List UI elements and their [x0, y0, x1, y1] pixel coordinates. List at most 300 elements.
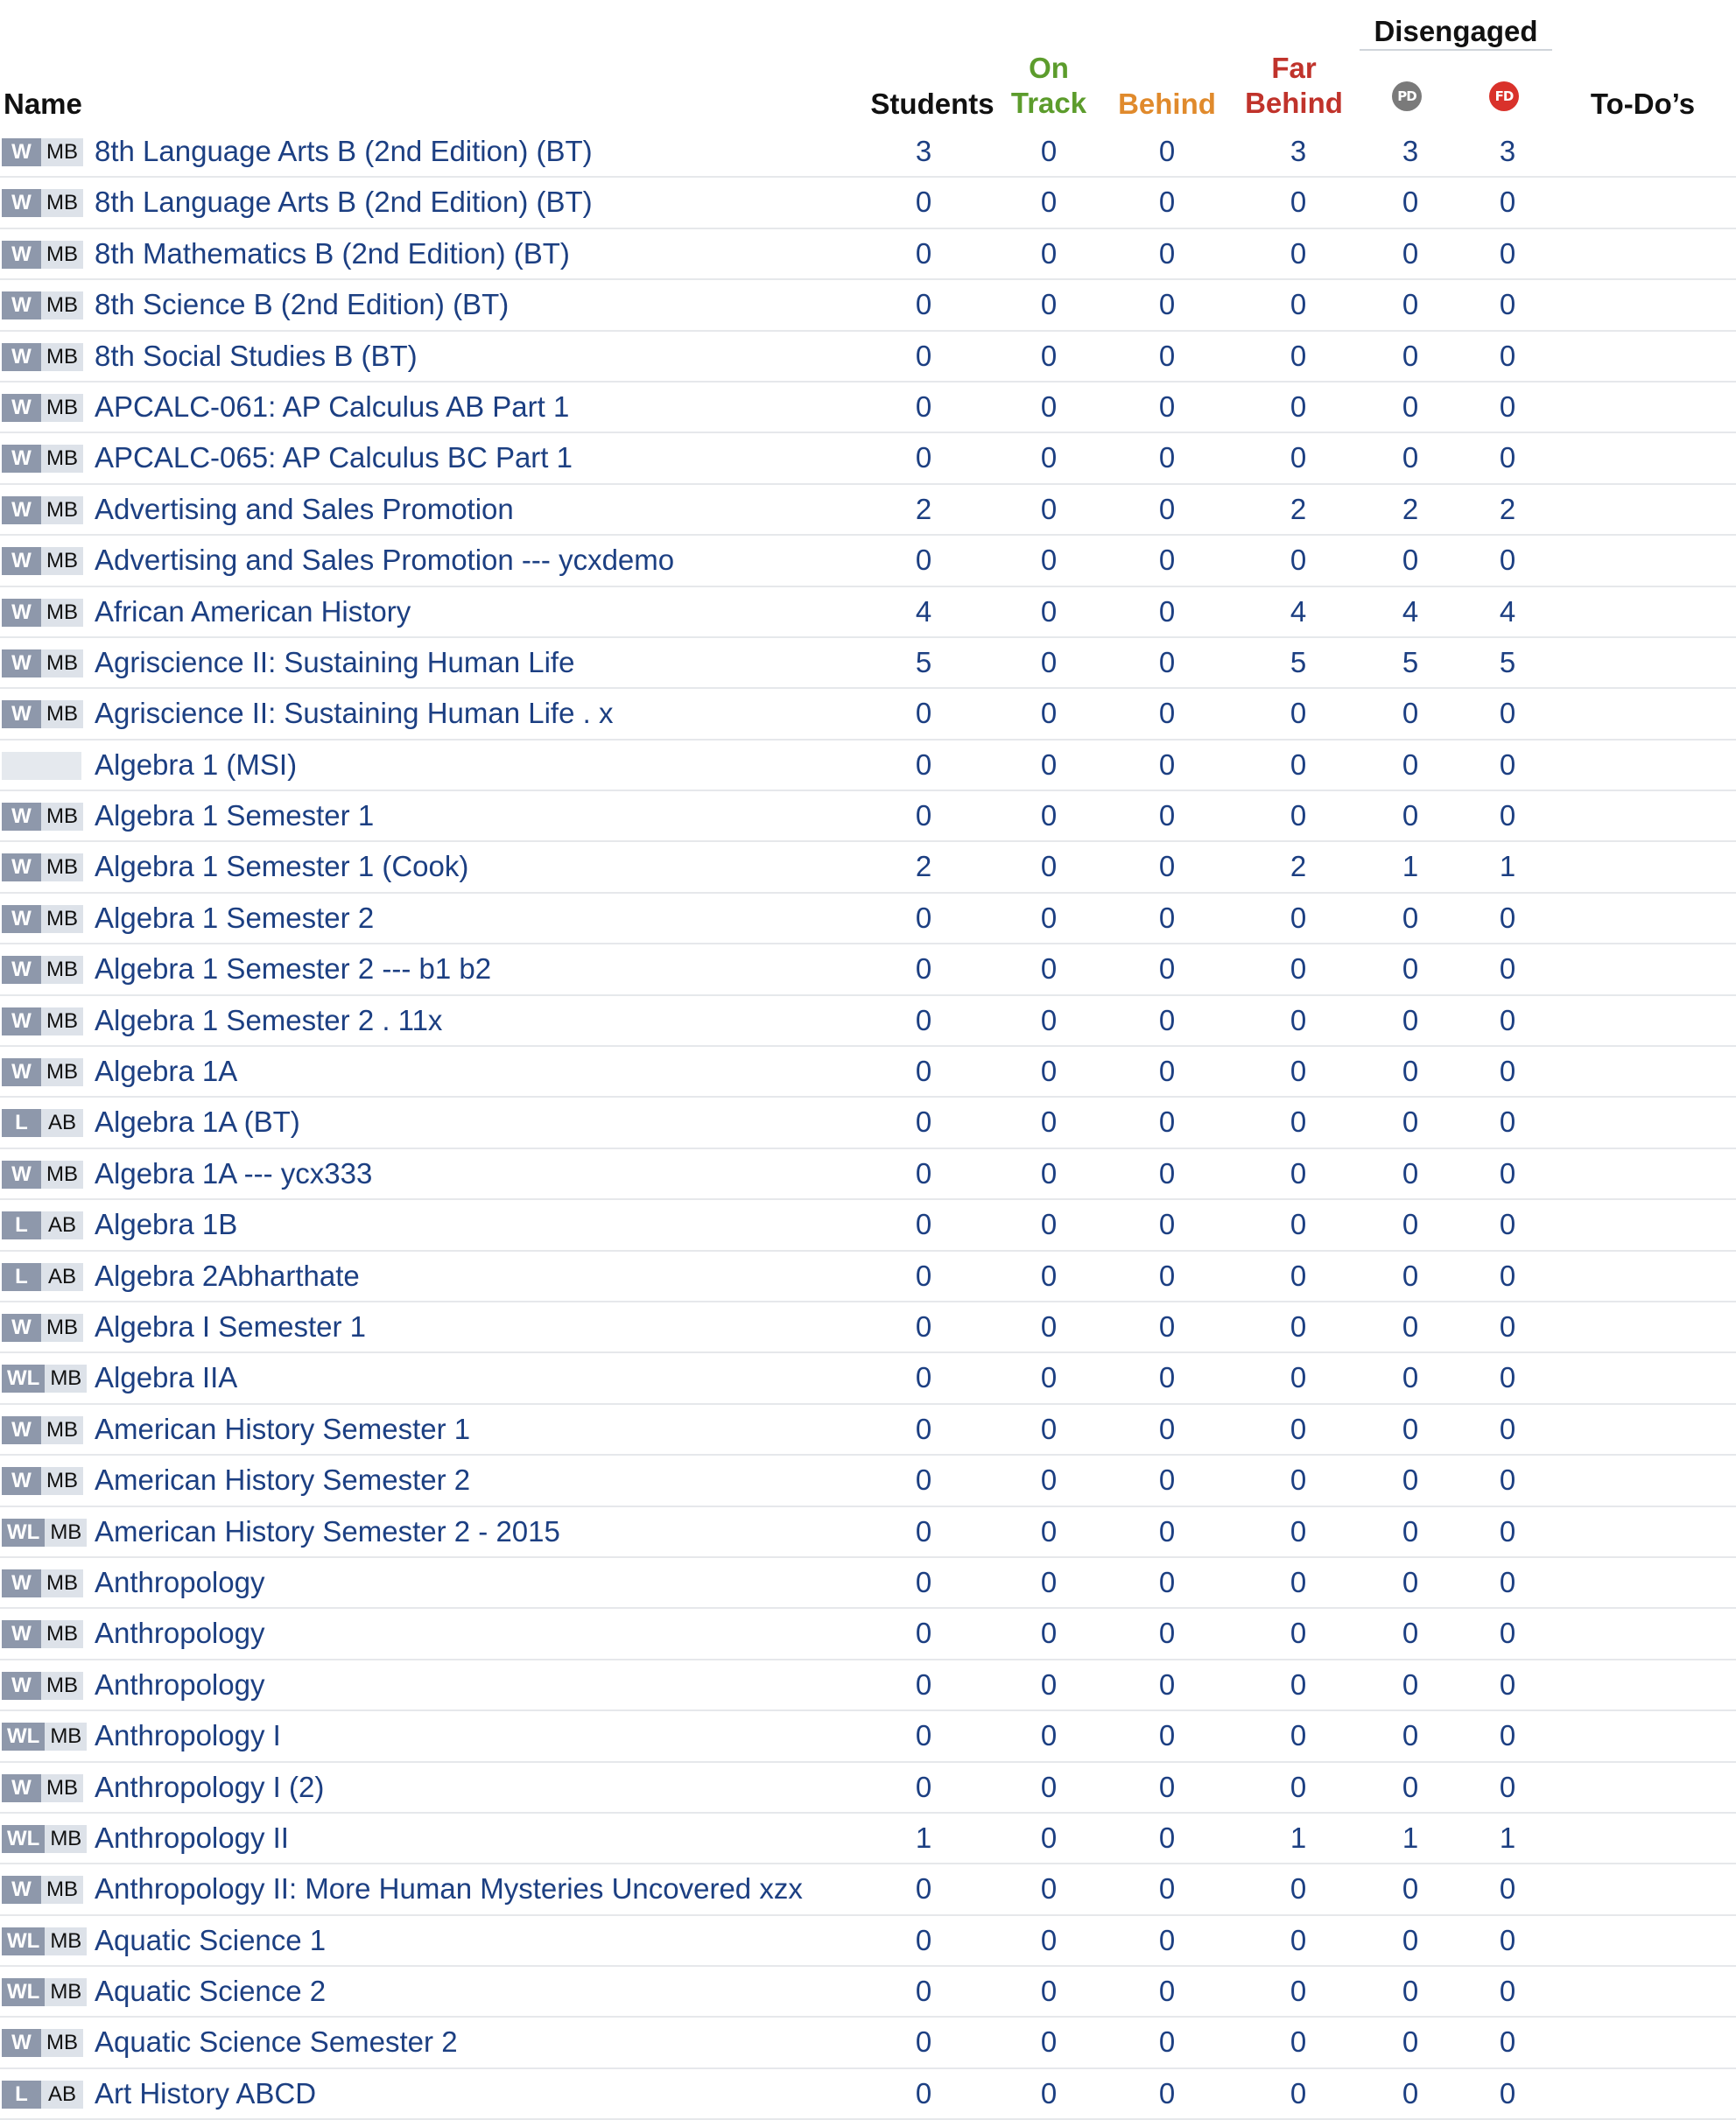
course-name-link[interactable]: Advertising and Sales Promotion --- ycxdemo	[95, 544, 675, 577]
fd-count[interactable]: 0	[1499, 748, 1516, 781]
far-behind-count[interactable]: 0	[1290, 390, 1307, 423]
pd-count[interactable]: 0	[1402, 339, 1419, 372]
on-track-count[interactable]: 0	[1040, 1821, 1058, 1854]
far-behind-count[interactable]: 0	[1290, 1975, 1307, 2008]
behind-count[interactable]: 0	[1158, 1565, 1176, 1598]
fd-count[interactable]: 0	[1499, 1617, 1516, 1650]
course-name-link[interactable]: American History Semester 2	[95, 1464, 471, 1497]
badge-right: MB	[41, 291, 83, 319]
students-count[interactable]: 0	[915, 339, 932, 372]
far-behind-count[interactable]: 0	[1290, 1565, 1307, 1598]
pd-count[interactable]: 0	[1402, 1514, 1419, 1548]
fd-count[interactable]: 0	[1499, 390, 1516, 423]
table-row	[0, 791, 1736, 842]
students-count[interactable]: 0	[915, 1617, 932, 1650]
course-name-link[interactable]: Algebra 1 Semester 2 --- b1 b2	[95, 952, 492, 986]
on-track-count[interactable]: 0	[1040, 1156, 1058, 1190]
pd-count[interactable]: 0	[1402, 544, 1419, 577]
badge-right: MB	[41, 1467, 83, 1495]
behind-count[interactable]: 0	[1158, 492, 1176, 525]
far-behind-count[interactable]: 0	[1290, 186, 1307, 219]
far-behind-count[interactable]: 0	[1290, 2076, 1307, 2109]
header-todos[interactable]: To-Do’s	[1590, 88, 1696, 120]
course-name-link[interactable]: Algebra 1 Semester 2 . 11x	[95, 1003, 443, 1036]
students-count[interactable]: 1	[915, 1821, 932, 1854]
on-track-count[interactable]: 0	[1040, 850, 1058, 883]
far-behind-count[interactable]: 0	[1290, 441, 1307, 474]
on-track-count[interactable]: 0	[1040, 1106, 1058, 1139]
header-name[interactable]: Name	[4, 88, 82, 120]
far-behind-count[interactable]: 0	[1290, 748, 1307, 781]
fd-count[interactable]: 0	[1499, 2025, 1516, 2059]
far-behind-count[interactable]: 0	[1290, 1106, 1307, 1139]
behind-count[interactable]: 0	[1158, 1667, 1176, 1701]
pd-count[interactable]: 1	[1402, 850, 1419, 883]
course-type-badge	[2, 1058, 83, 1086]
course-name-link[interactable]: Anthropology I	[95, 1719, 281, 1752]
far-behind-count[interactable]: 4	[1290, 594, 1307, 628]
on-track-count[interactable]: 0	[1040, 1208, 1058, 1241]
course-name-link[interactable]: African American History	[95, 594, 411, 628]
on-track-count[interactable]: 0	[1040, 1361, 1058, 1394]
far-behind-count[interactable]: 0	[1290, 1156, 1307, 1190]
course-type-badge	[2, 1978, 87, 2006]
fd-count[interactable]: 0	[1499, 1770, 1516, 1803]
far-behind-count[interactable]: 0	[1290, 236, 1307, 270]
on-track-count[interactable]: 0	[1040, 1923, 1058, 1956]
behind-count[interactable]: 0	[1158, 594, 1176, 628]
fd-count[interactable]: 0	[1499, 339, 1516, 372]
on-track-count[interactable]: 0	[1040, 1770, 1058, 1803]
fd-count[interactable]: 0	[1499, 1106, 1516, 1139]
students-count[interactable]: 0	[915, 952, 932, 986]
course-name-link[interactable]: Anthropology II	[95, 1821, 289, 1854]
far-behind-count[interactable]: 0	[1290, 2025, 1307, 2059]
course-name-link[interactable]: Algebra IIA	[95, 1361, 238, 1394]
behind-count[interactable]: 0	[1158, 697, 1176, 730]
on-track-count[interactable]: 0	[1040, 748, 1058, 781]
students-count[interactable]: 0	[915, 1667, 932, 1701]
on-track-count[interactable]: 0	[1040, 236, 1058, 270]
pd-count[interactable]: 0	[1402, 186, 1419, 219]
fd-count[interactable]: 0	[1499, 2076, 1516, 2109]
far-behind-count[interactable]: 0	[1290, 1361, 1307, 1394]
badge-right: MB	[41, 547, 83, 575]
students-count[interactable]: 0	[915, 1361, 932, 1394]
on-track-count[interactable]: 0	[1040, 594, 1058, 628]
pd-count[interactable]: 0	[1402, 1719, 1419, 1752]
behind-count[interactable]: 0	[1158, 1821, 1176, 1854]
behind-count[interactable]: 0	[1158, 1055, 1176, 1088]
fd-count[interactable]: 0	[1499, 1412, 1516, 1445]
course-name-link[interactable]: Advertising and Sales Promotion	[95, 492, 514, 525]
students-count[interactable]: 4	[915, 594, 932, 628]
far-behind-count[interactable]: 3	[1290, 135, 1307, 167]
fd-count[interactable]: 0	[1499, 1719, 1516, 1752]
pd-count[interactable]: 3	[1402, 135, 1419, 167]
fd-count[interactable]: 0	[1499, 1923, 1516, 1956]
far-behind-count[interactable]: 0	[1290, 1923, 1307, 1956]
pd-count[interactable]: 0	[1402, 1667, 1419, 1701]
fd-count[interactable]: 0	[1499, 1156, 1516, 1190]
students-count[interactable]: 0	[915, 1719, 932, 1752]
far-behind-count[interactable]: 0	[1290, 1208, 1307, 1241]
pd-count[interactable]: 5	[1402, 645, 1419, 678]
course-name-link[interactable]: Algebra 1 Semester 2	[95, 901, 375, 934]
students-count[interactable]: 0	[915, 441, 932, 474]
course-type-badge	[2, 1007, 83, 1035]
far-behind-count[interactable]: 0	[1290, 339, 1307, 372]
pd-count[interactable]: 0	[1402, 441, 1419, 474]
on-track-count[interactable]: 0	[1040, 645, 1058, 678]
behind-count[interactable]: 0	[1158, 288, 1176, 321]
fd-count[interactable]: 0	[1499, 1055, 1516, 1088]
students-count[interactable]: 0	[915, 2025, 932, 2059]
behind-count[interactable]: 0	[1158, 1412, 1176, 1445]
far-behind-count[interactable]: 0	[1290, 288, 1307, 321]
behind-count[interactable]: 0	[1158, 952, 1176, 986]
far-behind-count[interactable]: 0	[1290, 952, 1307, 986]
on-track-count[interactable]: 0	[1040, 1719, 1058, 1752]
on-track-count[interactable]: 0	[1040, 1412, 1058, 1445]
course-name-link[interactable]: Anthropology	[95, 1667, 265, 1701]
students-count[interactable]: 2	[915, 850, 932, 883]
behind-count[interactable]: 0	[1158, 236, 1176, 270]
fd-count[interactable]: 0	[1499, 799, 1516, 832]
on-track-count[interactable]: 0	[1040, 952, 1058, 986]
badge-left: W	[2, 241, 41, 269]
behind-count[interactable]: 0	[1158, 1208, 1176, 1241]
behind-count[interactable]: 0	[1158, 1003, 1176, 1036]
fd-count[interactable]: 0	[1499, 952, 1516, 986]
pd-icon[interactable]: PD	[1392, 81, 1422, 111]
fd-count[interactable]: 0	[1499, 186, 1516, 219]
course-name-link[interactable]: Agriscience II: Sustaining Human Life . x	[95, 697, 614, 730]
behind-count[interactable]: 0	[1158, 2025, 1176, 2059]
students-count[interactable]: 0	[915, 1514, 932, 1548]
behind-count[interactable]: 0	[1158, 186, 1176, 219]
pd-count[interactable]: 0	[1402, 1259, 1419, 1292]
on-track-count[interactable]: 0	[1040, 441, 1058, 474]
course-name-link[interactable]: American History Semester 2 - 2015	[95, 1514, 560, 1548]
pd-count[interactable]: 0	[1402, 288, 1419, 321]
course-name-link[interactable]: 8th Social Studies B (BT)	[95, 339, 418, 372]
course-name-link[interactable]: Algebra 1 Semester 1 (Cook)	[95, 850, 469, 883]
course-name-link[interactable]: Algebra I Semester 1	[95, 1309, 366, 1343]
fd-count[interactable]: 0	[1499, 697, 1516, 730]
behind-count[interactable]: 0	[1158, 1872, 1176, 1906]
behind-count[interactable]: 0	[1158, 135, 1176, 167]
fd-count[interactable]: 0	[1499, 1259, 1516, 1292]
students-count[interactable]: 0	[915, 799, 932, 832]
course-name-link[interactable]: 8th Science B (2nd Edition) (BT)	[95, 288, 510, 321]
pd-count[interactable]: 0	[1402, 1565, 1419, 1598]
on-track-count[interactable]: 0	[1040, 544, 1058, 577]
course-type-badge	[2, 1263, 83, 1291]
course-name-link[interactable]: 8th Language Arts B (2nd Edition) (BT)	[95, 135, 593, 167]
students-count[interactable]: 0	[915, 1208, 932, 1241]
course-name-link[interactable]: Algebra 1A (BT)	[95, 1106, 300, 1139]
on-track-count[interactable]: 0	[1040, 1514, 1058, 1548]
pd-count[interactable]: 1	[1402, 1821, 1419, 1854]
students-count[interactable]: 0	[915, 1565, 932, 1598]
course-name-link[interactable]: Aquatic Science 2	[95, 1975, 327, 2008]
course-name-link[interactable]: Algebra 1 Semester 1	[95, 799, 375, 832]
on-track-count[interactable]: 0	[1040, 1309, 1058, 1343]
far-behind-count[interactable]: 0	[1290, 1667, 1307, 1701]
behind-count[interactable]: 0	[1158, 799, 1176, 832]
pd-count[interactable]: 0	[1402, 2076, 1419, 2109]
students-count[interactable]: 0	[915, 186, 932, 219]
behind-count[interactable]: 0	[1158, 1156, 1176, 1190]
pd-count[interactable]: 0	[1402, 1361, 1419, 1394]
pd-count[interactable]: 0	[1402, 901, 1419, 934]
course-name-link[interactable]: Aquatic Science 1	[95, 1923, 327, 1956]
far-behind-count[interactable]: 0	[1290, 901, 1307, 934]
fd-count[interactable]: 1	[1499, 1821, 1516, 1854]
course-name-link[interactable]: Algebra 1 (MSI)	[95, 748, 298, 781]
fd-count[interactable]: 4	[1499, 594, 1516, 628]
course-name-link[interactable]: Algebra 2Abharthate	[95, 1259, 360, 1292]
pd-count[interactable]: 0	[1402, 952, 1419, 986]
pd-count[interactable]: 0	[1402, 1156, 1419, 1190]
course-type-badge	[2, 291, 83, 319]
on-track-count[interactable]: 0	[1040, 2076, 1058, 2109]
course-name-link[interactable]: Anthropology	[95, 1565, 265, 1598]
fd-icon[interactable]: FD	[1489, 81, 1519, 111]
far-behind-count[interactable]: 0	[1290, 1412, 1307, 1445]
course-name-link[interactable]: Agriscience II: Sustaining Human Life	[95, 645, 575, 678]
behind-count[interactable]: 0	[1158, 1106, 1176, 1139]
pd-count[interactable]: 0	[1402, 1464, 1419, 1497]
far-behind-count[interactable]: 0	[1290, 1514, 1307, 1548]
table-row	[0, 383, 1736, 433]
on-track-count[interactable]: 0	[1040, 799, 1058, 832]
course-name-link[interactable]: Anthropology	[95, 1617, 265, 1650]
course-name-link[interactable]: 8th Language Arts B (2nd Edition) (BT)	[95, 186, 593, 219]
behind-count[interactable]: 0	[1158, 1770, 1176, 1803]
far-behind-count[interactable]: 0	[1290, 1770, 1307, 1803]
behind-count[interactable]: 0	[1158, 748, 1176, 781]
behind-count[interactable]: 0	[1158, 1923, 1176, 1956]
students-count[interactable]: 0	[915, 1055, 932, 1088]
students-count[interactable]: 0	[915, 1975, 932, 2008]
behind-count[interactable]: 0	[1158, 2076, 1176, 2109]
fd-count[interactable]: 0	[1499, 1514, 1516, 1548]
table-header	[0, 0, 1736, 131]
fd-count[interactable]: 0	[1499, 901, 1516, 934]
fd-count[interactable]: 0	[1499, 1361, 1516, 1394]
on-track-count[interactable]: 0	[1040, 288, 1058, 321]
pd-count[interactable]: 0	[1402, 390, 1419, 423]
behind-count[interactable]: 0	[1158, 1514, 1176, 1548]
far-behind-count[interactable]: 0	[1290, 544, 1307, 577]
fd-count[interactable]: 0	[1499, 1565, 1516, 1598]
pd-count[interactable]: 0	[1402, 1412, 1419, 1445]
course-name-link[interactable]: Algebra 1B	[95, 1208, 238, 1241]
on-track-count[interactable]: 0	[1040, 697, 1058, 730]
course-name-link[interactable]: Art History ABCD	[95, 2076, 317, 2109]
behind-count[interactable]: 0	[1158, 1464, 1176, 1497]
students-count[interactable]: 0	[915, 1309, 932, 1343]
far-behind-count[interactable]: 0	[1290, 799, 1307, 832]
students-count[interactable]: 0	[915, 236, 932, 270]
students-count[interactable]: 0	[915, 1003, 932, 1036]
far-behind-count[interactable]: 0	[1290, 1055, 1307, 1088]
pd-count[interactable]: 0	[1402, 1923, 1419, 1956]
on-track-count[interactable]: 0	[1040, 1464, 1058, 1497]
far-behind-count[interactable]: 0	[1290, 1872, 1307, 1906]
fd-count[interactable]: 0	[1499, 1464, 1516, 1497]
table-row	[0, 1814, 1736, 1864]
pd-count[interactable]: 0	[1402, 2025, 1419, 2059]
course-name-link[interactable]: APCALC-065: AP Calculus BC Part 1	[95, 441, 573, 474]
students-count[interactable]: 0	[915, 1872, 932, 1906]
on-track-count[interactable]: 0	[1040, 1259, 1058, 1292]
pd-count[interactable]: 0	[1402, 1208, 1419, 1241]
behind-count[interactable]: 0	[1158, 901, 1176, 934]
fd-count[interactable]: 1	[1499, 850, 1516, 883]
on-track-count[interactable]: 0	[1040, 1667, 1058, 1701]
students-count[interactable]: 0	[915, 544, 932, 577]
pd-count[interactable]: 0	[1402, 697, 1419, 730]
behind-count[interactable]: 0	[1158, 1309, 1176, 1343]
students-count[interactable]: 0	[915, 1156, 932, 1190]
far-behind-count[interactable]: 0	[1290, 1259, 1307, 1292]
students-count[interactable]: 5	[915, 645, 932, 678]
header-on-track[interactable]: On Track	[1010, 52, 1087, 119]
behind-count[interactable]: 0	[1158, 850, 1176, 883]
badge-right: MB	[41, 1876, 83, 1904]
pd-count[interactable]: 0	[1402, 1106, 1419, 1139]
on-track-count[interactable]: 0	[1040, 186, 1058, 219]
fd-count[interactable]: 0	[1499, 1872, 1516, 1906]
pd-count[interactable]: 0	[1402, 1309, 1419, 1343]
on-track-count[interactable]: 0	[1040, 1003, 1058, 1036]
behind-count[interactable]: 0	[1158, 1617, 1176, 1650]
table-row	[0, 1302, 1736, 1353]
far-behind-count[interactable]: 5	[1290, 645, 1307, 678]
students-count[interactable]: 0	[915, 390, 932, 423]
pd-count[interactable]: 0	[1402, 1770, 1419, 1803]
students-count[interactable]: 0	[915, 2076, 932, 2109]
on-track-count[interactable]: 0	[1040, 2025, 1058, 2059]
behind-count[interactable]: 0	[1158, 1259, 1176, 1292]
course-name-link[interactable]: Algebra 1A --- ycx333	[95, 1156, 373, 1190]
pd-count[interactable]: 0	[1402, 1055, 1419, 1088]
students-count[interactable]: 0	[915, 697, 932, 730]
course-name-link[interactable]: Aquatic Science Semester 2	[95, 2025, 458, 2059]
fd-count[interactable]: 0	[1499, 1975, 1516, 2008]
fd-count[interactable]: 0	[1499, 1003, 1516, 1036]
on-track-count[interactable]: 0	[1040, 1975, 1058, 2008]
behind-count[interactable]: 0	[1158, 441, 1176, 474]
course-name-link[interactable]: Anthropology I (2)	[95, 1770, 325, 1803]
students-count[interactable]: 0	[915, 1106, 932, 1139]
on-track-count[interactable]: 0	[1040, 135, 1058, 167]
behind-count[interactable]: 0	[1158, 1719, 1176, 1752]
pd-count[interactable]: 4	[1402, 594, 1419, 628]
students-count[interactable]: 0	[915, 1412, 932, 1445]
far-behind-count[interactable]: 0	[1290, 697, 1307, 730]
pd-count[interactable]: 0	[1402, 748, 1419, 781]
fd-count[interactable]: 0	[1499, 1667, 1516, 1701]
behind-count[interactable]: 0	[1158, 1361, 1176, 1394]
on-track-count[interactable]: 0	[1040, 1055, 1058, 1088]
header-students[interactable]: Students	[870, 88, 995, 120]
far-behind-count[interactable]: 2	[1290, 492, 1307, 525]
fd-count[interactable]: 0	[1499, 288, 1516, 321]
on-track-count[interactable]: 0	[1040, 1872, 1058, 1906]
pd-count[interactable]: 0	[1402, 1003, 1419, 1036]
fd-count[interactable]: 0	[1499, 544, 1516, 577]
course-name-link[interactable]: American History Semester 1	[95, 1412, 471, 1445]
on-track-count[interactable]: 0	[1040, 901, 1058, 934]
header-behind[interactable]: Behind	[1118, 88, 1216, 120]
pd-count[interactable]: 0	[1402, 236, 1419, 270]
on-track-count[interactable]: 0	[1040, 339, 1058, 372]
course-name-link[interactable]: 8th Mathematics B (2nd Edition) (BT)	[95, 236, 570, 270]
course-name-link[interactable]: Anthropology II: More Human Mysteries Uncovered xzx	[95, 1872, 803, 1906]
course-name-link[interactable]: APCALC-061: AP Calculus AB Part 1	[95, 390, 570, 423]
far-behind-count[interactable]: 2	[1290, 850, 1307, 883]
on-track-count[interactable]: 0	[1040, 492, 1058, 525]
on-track-count[interactable]: 0	[1040, 390, 1058, 423]
pd-count[interactable]: 2	[1402, 492, 1419, 525]
fd-count[interactable]: 3	[1499, 135, 1516, 167]
fd-count[interactable]: 0	[1499, 441, 1516, 474]
behind-count[interactable]: 0	[1158, 645, 1176, 678]
on-track-count[interactable]: 0	[1040, 1617, 1058, 1650]
fd-count[interactable]: 0	[1499, 1208, 1516, 1241]
students-count[interactable]: 0	[915, 901, 932, 934]
students-count[interactable]: 0	[915, 1770, 932, 1803]
far-behind-count[interactable]: 0	[1290, 1719, 1307, 1752]
far-behind-count[interactable]: 0	[1290, 1617, 1307, 1650]
pd-count[interactable]: 0	[1402, 799, 1419, 832]
students-count[interactable]: 2	[915, 492, 932, 525]
behind-count[interactable]: 0	[1158, 390, 1176, 423]
pd-count[interactable]: 0	[1402, 1872, 1419, 1906]
pd-count[interactable]: 0	[1402, 1617, 1419, 1650]
fd-count[interactable]: 5	[1499, 645, 1516, 678]
behind-count[interactable]: 0	[1158, 1975, 1176, 2008]
course-name-link[interactable]: Algebra 1A	[95, 1055, 238, 1088]
table-row	[0, 1660, 1736, 1711]
course-type-badge	[2, 2081, 83, 2109]
behind-count[interactable]: 0	[1158, 544, 1176, 577]
behind-count[interactable]: 0	[1158, 339, 1176, 372]
far-behind-count[interactable]: 0	[1290, 1003, 1307, 1036]
fd-count[interactable]: 0	[1499, 236, 1516, 270]
course-type-badge	[2, 1365, 87, 1393]
fd-count[interactable]: 0	[1499, 1309, 1516, 1343]
far-behind-count[interactable]: 0	[1290, 1309, 1307, 1343]
on-track-count[interactable]: 0	[1040, 1565, 1058, 1598]
students-count[interactable]: 0	[915, 1259, 932, 1292]
students-count[interactable]: 0	[915, 1923, 932, 1956]
header-far-behind[interactable]: Far Behind	[1245, 52, 1343, 119]
far-behind-count[interactable]: 1	[1290, 1821, 1307, 1854]
far-behind-count[interactable]: 0	[1290, 1464, 1307, 1497]
students-count[interactable]: 0	[915, 288, 932, 321]
pd-count[interactable]: 0	[1402, 1975, 1419, 2008]
students-count[interactable]: 0	[915, 1464, 932, 1497]
fd-count[interactable]: 2	[1499, 492, 1516, 525]
students-count[interactable]: 0	[915, 748, 932, 781]
students-count[interactable]: 3	[915, 135, 932, 167]
table-row	[0, 1252, 1736, 1302]
